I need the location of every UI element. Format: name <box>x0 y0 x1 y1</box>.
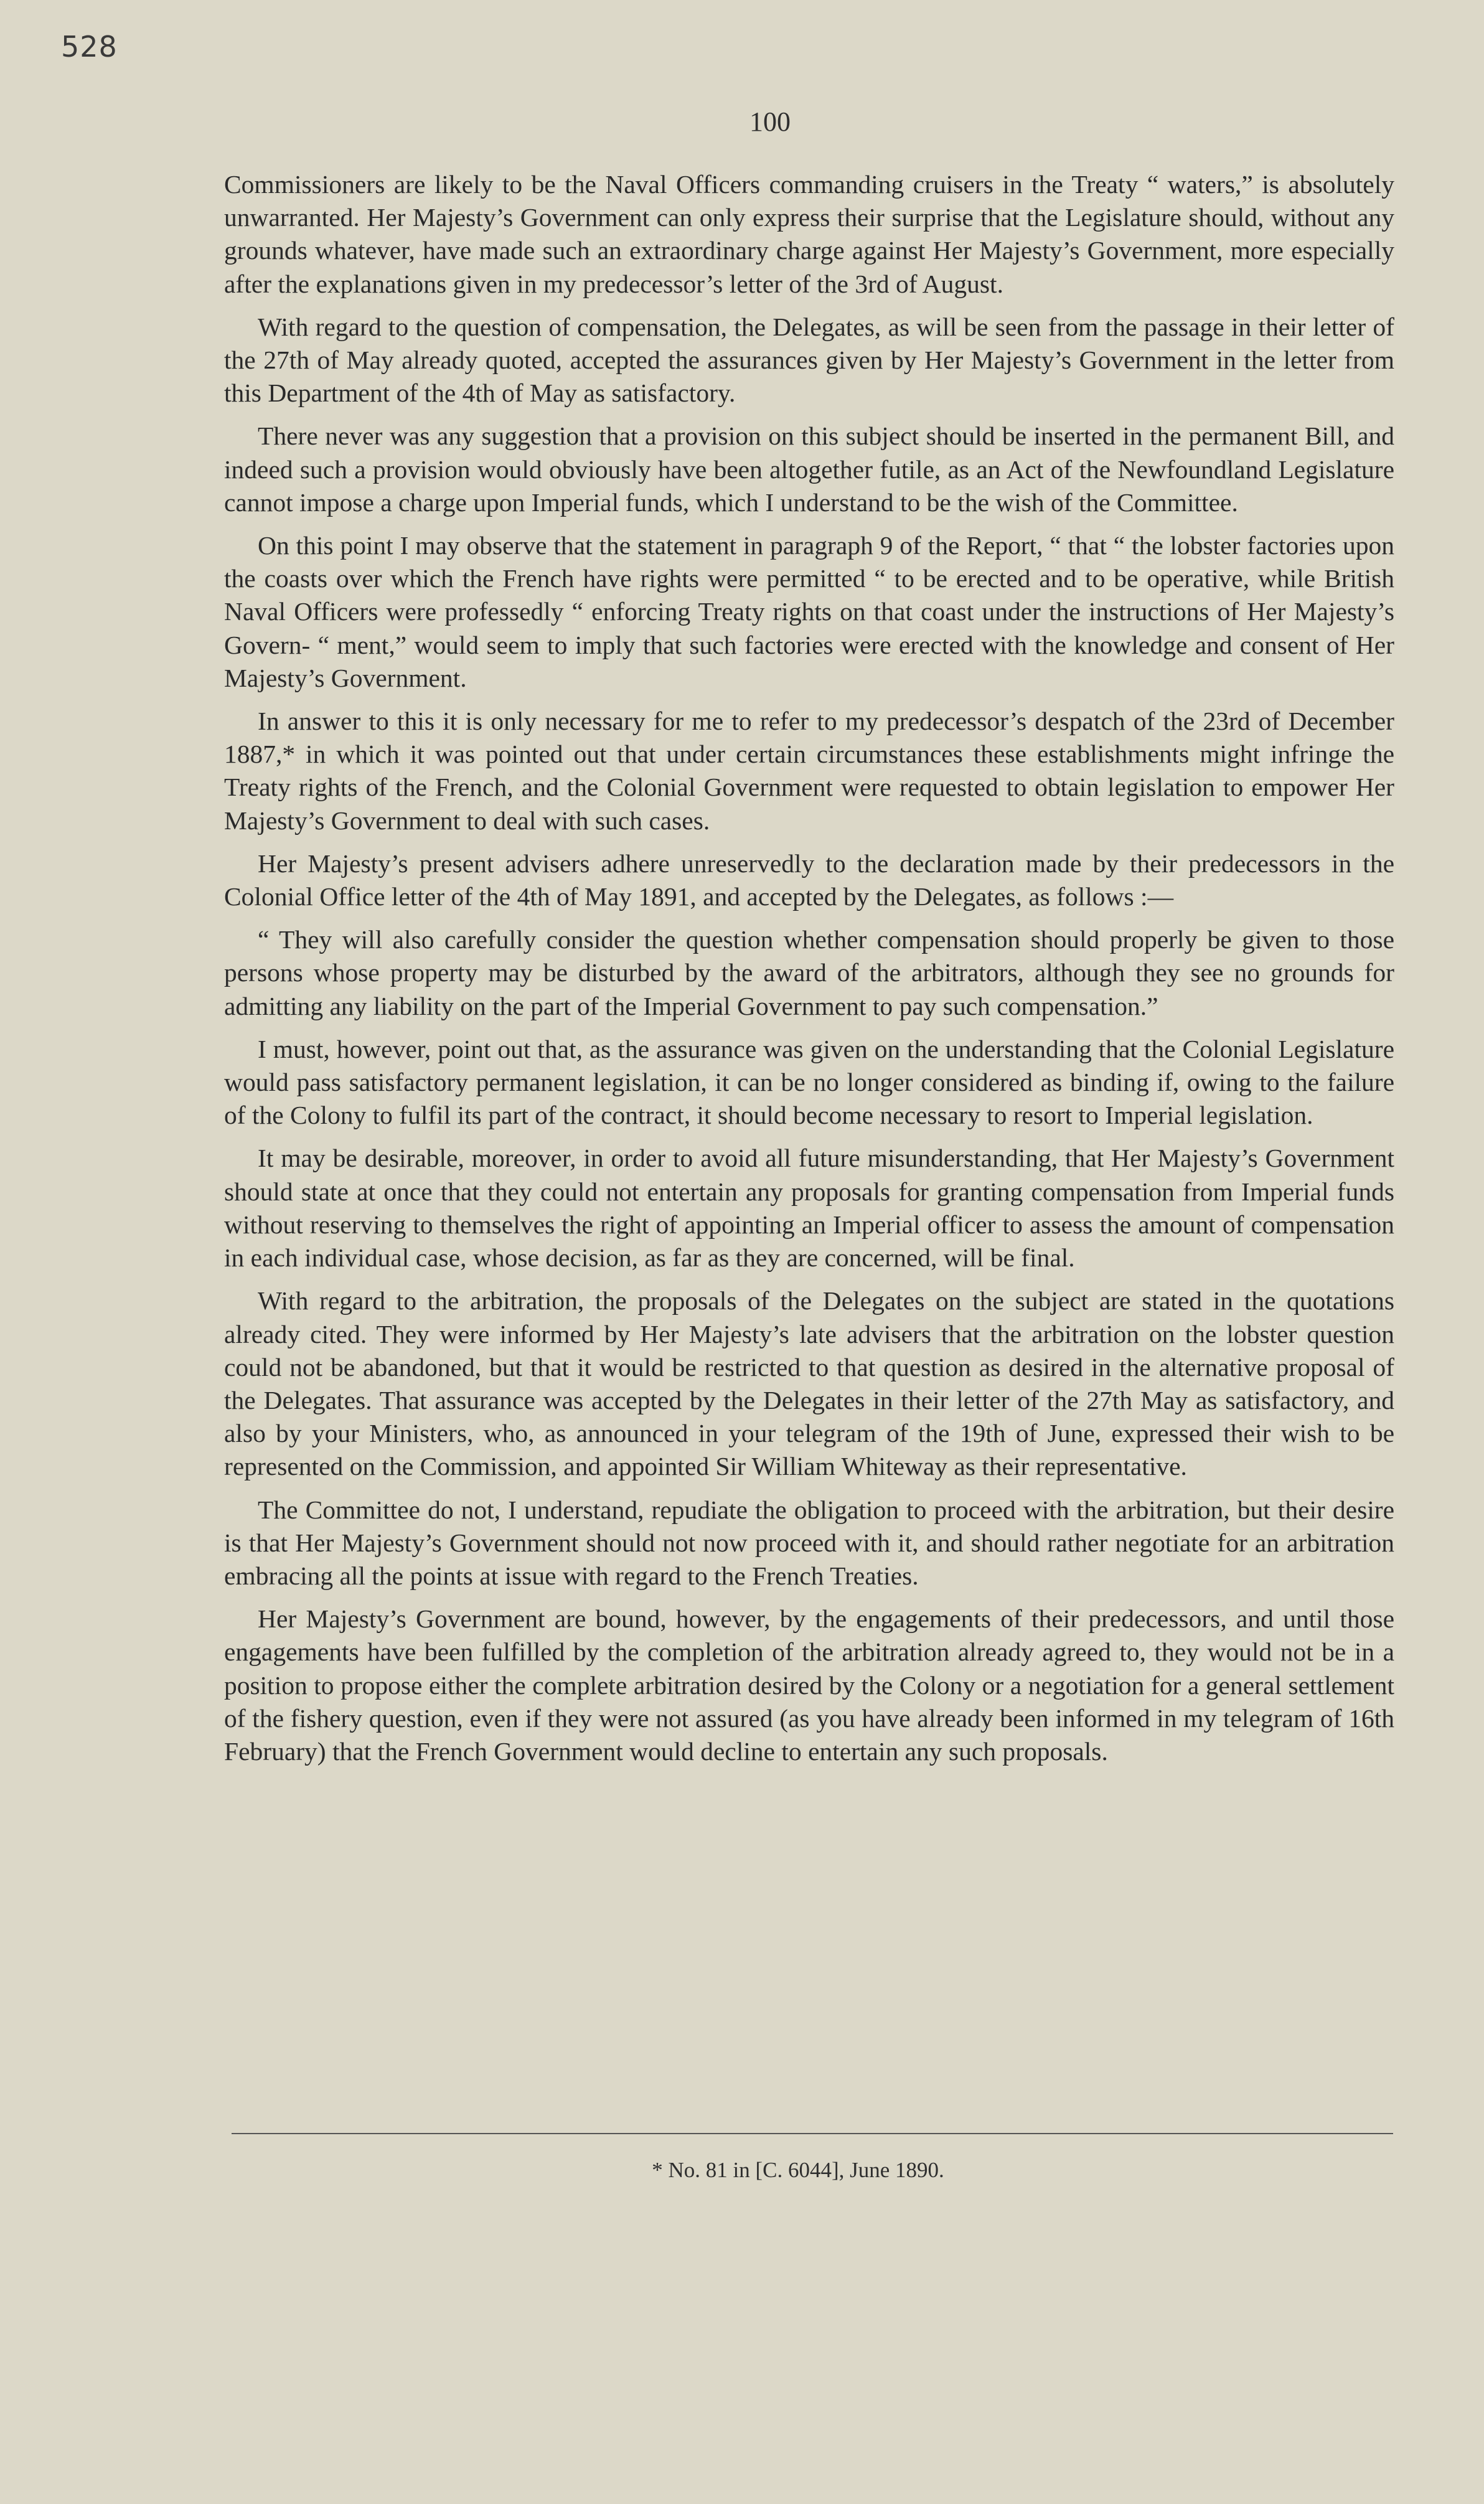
footnote-divider <box>232 2133 1393 2134</box>
paragraph: The Committee do not, I understand, repudiate the obligation to proceed with the arbitration, but their desire is that Her Majesty’s Government should not now proceed with it, and should rather negotiate for an arbitration embracing all the points at issue with regard to the French Treaties. <box>224 1495 1394 1590</box>
paragraph: In answer to this it is only necessary for me to refer to my predecessor’s despatch of the 23rd of December 1887,* in which it was pointed out that under certain circumstances these establishments might infringe the Treaty rights of the French, and the Colonial Government were requested to obtain legislation to empower Her Majesty’s Government to deal with such cases. <box>224 707 1394 835</box>
page-number: 100 <box>749 106 791 137</box>
paragraph: It may be desirable, moreover, in order to avoid all future misunderstanding, that Her Majesty’s Government should state at once that they could not entertain any proposals for granting compensation from Imperial funds without reserving to themselves the right of appointing an Imperial officer to assess the amount of compensation in each individual case, whose decision, as far as they are concerned, will be final. <box>224 1144 1394 1273</box>
paragraph: I must, however, point out that, as the assurance was given on the understanding that the Colonial Legislature would pass satisfactory permanent legislation, it can be no longer considered as binding if, owing to the failure of the Colony to fulfil its part of the contract, it should become necessary to resort to Imperial legislation. <box>224 1034 1394 1130</box>
body-text <box>224 168 1394 1778</box>
paragraph: With regard to the question of compensation, the Delegates, as will be seen from the passage in their letter of the 27th of May already quoted, accepted the assurances given by Her Majesty’s Government in the letter from this Department of the 4th of May as satisfactory. <box>224 312 1394 408</box>
paragraph: There never was any suggestion that a provision on this subject should be inserted in the permanent Bill, and indeed such a provision would obviously have been altogether futile, as an Act of the Newfoundland Legislature cannot impose a charge upon Imperial funds, which I understand to be the wish of the Committee. <box>224 421 1394 517</box>
paragraph: Her Majesty’s Government are bound, however, by the engagements of their predecessors, and until those engagements have been fulfilled by the completion of the arbitration already agreed to, they would not be in a position to propose either the complete arbitration desired by the Colony or a negotiation for a general settlement of the fishery question, even if they were not assured (as you have already been informed in my telegram of 16th February) that the French Government would decline to entertain any such proposals. <box>224 1604 1394 1766</box>
archive-page-number: 528 <box>61 30 118 64</box>
block-quote: “ They will also carefully consider the question whether compensation should properly be given to those persons whose property may be disturbed by the award of the arbitrators, although they see no grounds for admitting any liability on the part of the Imperial Government to pay such compensation.” <box>224 925 1394 1020</box>
footnote: * No. 81 in [C. 6044], June 1890. <box>652 2158 944 2182</box>
paragraph: On this point I may observe that the statement in paragraph 9 of the Report, “ that “ the lobster factories upon the coasts over which the French have rights were permitted “ to be erected and to be operative, while British Naval Officers were professedly “ enforcing Treaty rights on that coast under the instructions of Her Majesty’s Govern- “ ment,” would seem to imply that such factories were erected with the knowledge and consent of Her Majesty’s Government. <box>224 531 1394 692</box>
paragraph: Her Majesty’s present advisers adhere unreservedly to the declaration made by their predecessors in the Colonial Office letter of the 4th of May 1891, and accepted by the Delegates, as follows :— <box>224 849 1394 911</box>
paragraph: Commissioners are likely to be the Naval Officers commanding cruisers in the Treaty “ waters,” is absolutely unwarranted. Her Majesty’s Government can only express their surprise that the Legislature should, without any grounds whatever, have made such an extraordinary charge against Her Majesty’s Government, more especially after the explanations given in my predecessor’s letter of the 3rd of August. <box>224 170 1394 298</box>
paragraph: With regard to the arbitration, the proposals of the Delegates on the subject are stated in the quotations already cited. They were informed by Her Majesty’s late advisers that the arbitration on the lobster question could not be abandoned, but that it would be restricted to that question as desired in the alternative proposal of the Delegates. That assurance was accepted by the Delegates in their letter of the 27th May as satisfactory, and also by your Ministers, who, as announced in your telegram of the 19th of June, expressed their wish to be represented on the Commission, and appointed Sir William Whiteway as their representative. <box>224 1286 1394 1481</box>
